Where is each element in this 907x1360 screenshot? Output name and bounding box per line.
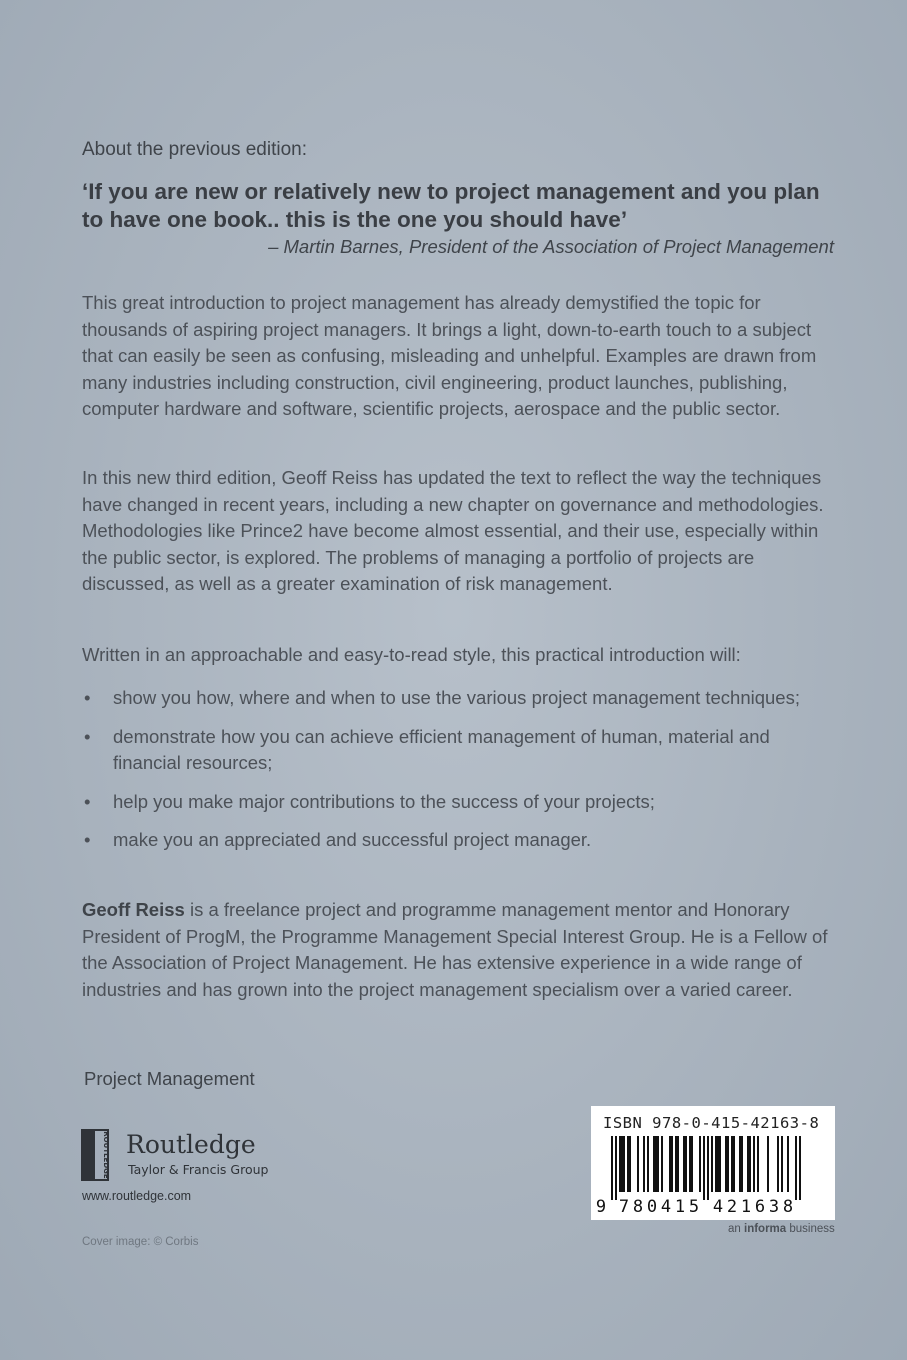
barcode-bar (627, 1136, 629, 1192)
barcode-bar (677, 1136, 679, 1192)
publisher-url: www.routledge.com (82, 1189, 192, 1203)
barcode-digit: 1 (740, 1197, 752, 1217)
informa-prefix: an (728, 1223, 744, 1235)
barcode-bar (753, 1136, 755, 1192)
routledge-logo-icon (80, 1128, 110, 1182)
barcode-bar (781, 1136, 783, 1192)
barcode-bar (619, 1136, 621, 1192)
barcode-digit: 5 (688, 1197, 700, 1217)
barcode-bar (725, 1136, 727, 1192)
bullet-icon: • (84, 790, 91, 812)
barcode-bar (689, 1136, 691, 1192)
barcode-bar (647, 1136, 649, 1192)
barcode-digit: 8 (632, 1197, 644, 1217)
barcode-digit: 6 (754, 1197, 766, 1217)
barcode-bar (615, 1136, 617, 1200)
barcode-bar (657, 1136, 659, 1192)
bullet-icon: • (84, 829, 91, 850)
barcode-bar (799, 1136, 801, 1200)
subject-category: Project Management (84, 1068, 255, 1089)
barcode-bar (655, 1136, 657, 1192)
informa-brand: informa (744, 1223, 787, 1235)
benefits-list (82, 685, 842, 866)
barcode-bar (777, 1136, 779, 1192)
barcode-digit: 8 (782, 1197, 794, 1217)
isbn-label: ISBN 978-0-415-42163-8 (603, 1114, 820, 1132)
barcode-bar (727, 1136, 729, 1192)
barcode-bar (733, 1136, 735, 1192)
barcode-digit: 3 (768, 1197, 780, 1217)
barcode-bar (749, 1136, 751, 1192)
barcode-bar (629, 1136, 631, 1192)
informa-tagline (728, 1223, 835, 1235)
barcode-bar (715, 1136, 717, 1192)
author-name: Geoff Reiss (82, 899, 185, 920)
previous-edition-label: About the previous edition: (82, 139, 307, 160)
isbn-barcode (591, 1106, 835, 1220)
list-item (82, 789, 842, 816)
barcode-bar (703, 1136, 705, 1200)
informa-suffix: business (786, 1223, 835, 1235)
barcode-bar (707, 1136, 709, 1200)
cover-image-credit: Cover image: © Corbis (82, 1236, 199, 1248)
barcode-bar (683, 1136, 685, 1192)
list-item-text: help you make major contributions to the success of your projects; (113, 790, 655, 812)
bullet-icon: • (84, 725, 91, 747)
barcode-bar (767, 1136, 769, 1192)
logo-mark-text: ROUTLEDGE (102, 1131, 110, 1179)
barcode-bar (711, 1136, 713, 1192)
list-item-text: demonstrate how you can achieve efficient management of human, material and financial resources; (113, 725, 770, 773)
barcode-digit: 2 (726, 1197, 738, 1217)
bullet-icon: • (84, 687, 91, 708)
barcode-bar (653, 1136, 655, 1192)
description-paragraph-2: In this new third edition, Geoff Reiss has updated the text to reflect the way the techniques have changed in recent years, including a new chapter on governance and methodologies. Methodologies like Prince2 have become almost essential, and their use, especially within the public sector, is explored. The problems of managing a portfolio of projects are discussed, as well as a greater examination of risk management. (82, 467, 824, 594)
barcode-digit: 0 (646, 1197, 658, 1217)
barcode-digit: 7 (618, 1197, 630, 1217)
barcode-bars (591, 1106, 835, 1220)
barcode-bar (787, 1136, 789, 1192)
barcode-digit: 1 (674, 1197, 686, 1217)
description-paragraph-1: This great introduction to project management has already demystified the topic for thousands of aspiring project managers. It brings a light, down-to-earth touch to a subject that can easily be seen as confusing, misleading and unhelpful. Examples are drawn from many industries including construction, civil engineering, product launches, publishing, computer hardware and software, scientific projects, aerospace and the public sector. (82, 292, 817, 419)
list-item (82, 827, 842, 854)
barcode-digit: 4 (660, 1197, 672, 1217)
publisher-group: Taylor & Francis Group (128, 1162, 269, 1177)
list-item (82, 724, 842, 777)
barcode-bar (699, 1136, 701, 1192)
barcode-bar (739, 1136, 741, 1192)
review-quote: ‘If you are new or relatively new to project management and you plan to have one book.. this is the one you should have’ (82, 179, 820, 232)
barcode-bar (741, 1136, 743, 1192)
barcode-bar (757, 1136, 759, 1192)
barcode-bar (719, 1136, 721, 1192)
barcode-bar (795, 1136, 797, 1200)
barcode-digit: 4 (712, 1197, 724, 1217)
barcode-bar (747, 1136, 749, 1192)
barcode-bar (643, 1136, 645, 1192)
barcode-bar (669, 1136, 671, 1192)
barcode-digit: 9 (595, 1197, 607, 1217)
quote-attribution: – Martin Barnes, President of the Association of Project Management (268, 236, 834, 257)
barcode-bar (637, 1136, 639, 1192)
author-bio-text: is a freelance project and programme management mentor and Honorary President of ProgM, the Programme Management Special Interest Group. He is a Fellow of the Association of Project Management. He has extensive experience in a wide range of industries and has grown into the project management specialism over a varied career. (82, 899, 828, 1000)
description-paragraph-3: Written in an approachable and easy-to-read style, this practical introduction will: (82, 644, 741, 665)
list-item-text: make you an appreciated and successful project manager. (113, 829, 592, 850)
barcode-bar (671, 1136, 673, 1192)
barcode-bar (685, 1136, 687, 1192)
publisher-name: Routledge (126, 1130, 256, 1159)
barcode-bar (691, 1136, 693, 1192)
list-item (82, 685, 842, 712)
barcode-bar (731, 1136, 733, 1192)
barcode-bar (717, 1136, 719, 1192)
publisher-logo (80, 1128, 280, 1182)
author-bio (82, 897, 842, 1003)
barcode-bar (661, 1136, 663, 1192)
barcode-bar (623, 1136, 625, 1192)
barcode-bar (675, 1136, 677, 1192)
list-item-text: show you how, where and when to use the various project management techniques; (113, 687, 800, 708)
barcode-bar (621, 1136, 623, 1192)
barcode-bar (611, 1136, 613, 1200)
